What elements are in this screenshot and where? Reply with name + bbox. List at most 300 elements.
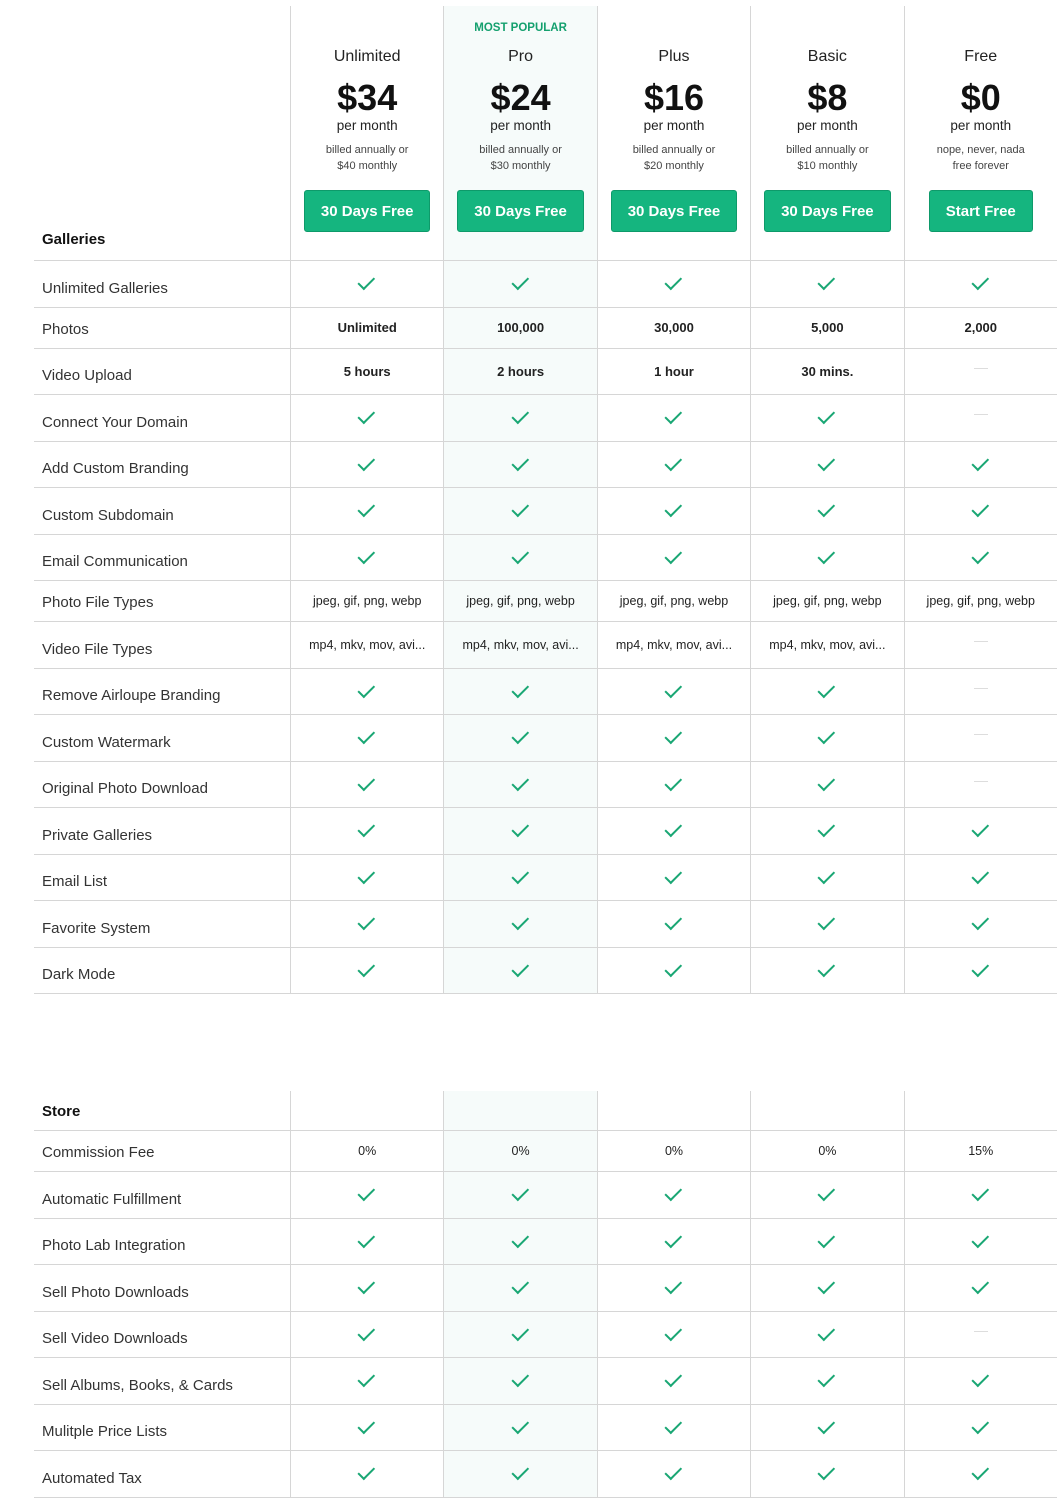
check-icon bbox=[971, 866, 989, 884]
plan-period: per month bbox=[643, 118, 705, 133]
feature-label: Commission Fee bbox=[42, 1144, 155, 1161]
feature-label: Sell Albums, Books, & Cards bbox=[42, 1376, 233, 1394]
check-icon bbox=[664, 273, 682, 291]
feature-value bbox=[443, 808, 596, 854]
feature-value bbox=[750, 1312, 903, 1358]
feature-row bbox=[34, 349, 1057, 396]
feature-value bbox=[904, 308, 1057, 348]
feature-value bbox=[750, 535, 903, 581]
start-trial-button[interactable]: 30 Days Free bbox=[611, 190, 738, 232]
feature-label: Video Upload bbox=[42, 367, 132, 384]
feature-value bbox=[750, 1131, 903, 1171]
plan-plus bbox=[597, 6, 750, 260]
feature-value bbox=[597, 901, 750, 947]
feature-value bbox=[750, 622, 903, 668]
feature-row bbox=[34, 622, 1057, 669]
feature-value bbox=[750, 808, 903, 854]
feature-value bbox=[904, 1131, 1057, 1171]
feature-label: Remove Airloupe Branding bbox=[42, 687, 221, 704]
feature-label: Add Custom Branding bbox=[42, 460, 189, 477]
value-text: Unlimited bbox=[337, 320, 397, 335]
feature-row bbox=[34, 535, 1057, 582]
billing-line: $40 monthly bbox=[337, 160, 398, 172]
billing-line: $20 monthly bbox=[644, 160, 704, 172]
feature-value bbox=[904, 808, 1057, 854]
feature-value bbox=[290, 1358, 443, 1404]
feature-label: Original Photo Download bbox=[42, 780, 208, 797]
feature-row bbox=[34, 1405, 1057, 1452]
plans-header bbox=[34, 6, 1057, 261]
feature-value bbox=[597, 1451, 750, 1497]
check-icon bbox=[818, 1370, 836, 1388]
value-text: jpeg, gif, png, webp bbox=[926, 594, 1035, 608]
plan-unlimited bbox=[290, 6, 443, 260]
feature-value bbox=[904, 1219, 1057, 1265]
feature-value bbox=[443, 1358, 596, 1404]
feature-value bbox=[290, 1312, 443, 1358]
plan-free bbox=[904, 6, 1057, 260]
feature-value bbox=[750, 901, 903, 947]
check-icon bbox=[358, 500, 376, 518]
check-icon bbox=[511, 1230, 529, 1248]
start-trial-button[interactable]: Start Free bbox=[929, 190, 1033, 232]
check-icon bbox=[818, 680, 836, 698]
feature-value bbox=[443, 1265, 596, 1311]
check-icon bbox=[358, 453, 376, 471]
plan-billing bbox=[466, 142, 576, 174]
plan-billing bbox=[772, 142, 882, 174]
plan-billing bbox=[619, 142, 729, 174]
check-icon bbox=[511, 773, 529, 791]
plan-name: Pro bbox=[508, 48, 534, 65]
billing-line: billed annually or bbox=[786, 144, 869, 156]
check-icon bbox=[664, 1370, 682, 1388]
feature-value bbox=[904, 395, 1057, 441]
feature-value bbox=[443, 308, 596, 348]
check-icon bbox=[971, 820, 989, 838]
feature-value bbox=[290, 1265, 443, 1311]
check-icon bbox=[818, 1184, 836, 1202]
value-text: 5 hours bbox=[343, 363, 391, 379]
header-cell bbox=[904, 1091, 1057, 1130]
feature-value bbox=[750, 1219, 903, 1265]
dash-icon bbox=[974, 688, 988, 689]
feature-value bbox=[443, 442, 596, 488]
check-icon bbox=[664, 913, 682, 931]
feature-value bbox=[597, 808, 750, 854]
feature-label: Photo Lab Integration bbox=[42, 1237, 186, 1254]
feature-value bbox=[290, 1219, 443, 1265]
feature-value bbox=[597, 669, 750, 715]
header-cell bbox=[597, 1091, 750, 1130]
feature-label: Mulitple Price Lists bbox=[42, 1423, 168, 1440]
feature-value bbox=[904, 261, 1057, 307]
feature-value bbox=[597, 622, 750, 668]
check-icon bbox=[511, 1184, 529, 1202]
feature-row bbox=[34, 1312, 1057, 1359]
feature-label: Video File Types bbox=[42, 640, 153, 658]
plan-name: Unlimited bbox=[333, 48, 401, 65]
feature-label: Sell Video Downloads bbox=[42, 1330, 188, 1347]
feature-value bbox=[290, 948, 443, 994]
billing-line: free forever bbox=[952, 160, 1009, 172]
dash-icon bbox=[974, 1331, 988, 1332]
check-icon bbox=[358, 1323, 376, 1341]
most-popular-badge: MOST POPULAR bbox=[474, 22, 567, 34]
billing-line: nope, never, nada bbox=[936, 144, 1025, 156]
feature-label: Email Communication bbox=[42, 553, 188, 570]
check-icon bbox=[358, 680, 376, 698]
check-icon bbox=[358, 546, 376, 564]
feature-value bbox=[290, 395, 443, 441]
check-icon bbox=[818, 1323, 836, 1341]
feature-row bbox=[34, 395, 1057, 442]
check-icon bbox=[664, 1416, 682, 1434]
feature-value bbox=[904, 442, 1057, 488]
check-icon bbox=[358, 1230, 376, 1248]
feature-row bbox=[34, 1131, 1057, 1172]
feature-value bbox=[597, 948, 750, 994]
feature-value bbox=[750, 669, 903, 715]
check-icon bbox=[971, 959, 989, 977]
value-text: jpeg, gif, png, webp bbox=[619, 594, 729, 608]
check-icon bbox=[358, 1416, 376, 1434]
check-icon bbox=[971, 546, 989, 564]
billing-line: billed annually or bbox=[632, 144, 716, 156]
feature-value bbox=[750, 855, 903, 901]
header-cell bbox=[750, 1091, 903, 1130]
feature-value bbox=[290, 535, 443, 581]
plan-period: per month bbox=[490, 118, 551, 133]
check-icon bbox=[664, 1323, 682, 1341]
feature-value bbox=[290, 1405, 443, 1451]
check-icon bbox=[971, 913, 989, 931]
feature-value bbox=[904, 581, 1057, 621]
check-icon bbox=[818, 407, 836, 425]
feature-value bbox=[290, 261, 443, 307]
feature-value bbox=[904, 535, 1057, 581]
dash-icon bbox=[974, 368, 988, 369]
feature-value bbox=[597, 535, 750, 581]
feature-value bbox=[750, 308, 903, 348]
value-text: 30,000 bbox=[654, 320, 694, 335]
feature-label: Private Galleries bbox=[42, 826, 153, 844]
feature-value bbox=[443, 622, 596, 668]
check-icon bbox=[358, 913, 376, 931]
feature-value bbox=[290, 1172, 443, 1218]
check-icon bbox=[971, 500, 989, 518]
feature-value bbox=[597, 1405, 750, 1451]
plan-period: per month bbox=[950, 118, 1012, 133]
feature-value bbox=[904, 948, 1057, 994]
feature-value bbox=[290, 855, 443, 901]
feature-value bbox=[290, 349, 443, 395]
feature-label: Photo File Types bbox=[42, 594, 154, 611]
feature-value bbox=[443, 855, 596, 901]
feature-value bbox=[750, 349, 903, 395]
feature-label: Email List bbox=[42, 873, 108, 890]
check-icon bbox=[971, 1370, 989, 1388]
feature-value bbox=[290, 669, 443, 715]
feature-value bbox=[443, 1312, 596, 1358]
check-icon bbox=[971, 1416, 989, 1434]
feature-value bbox=[443, 395, 596, 441]
check-icon bbox=[358, 820, 376, 838]
feature-value bbox=[750, 1451, 903, 1497]
check-icon bbox=[664, 546, 682, 564]
feature-value bbox=[290, 1131, 443, 1171]
plan-price: $8 bbox=[807, 77, 848, 118]
value-text: 0% bbox=[358, 1144, 377, 1158]
plan-price: $16 bbox=[643, 77, 705, 118]
feature-value bbox=[597, 1172, 750, 1218]
feature-value bbox=[290, 715, 443, 761]
feature-label: Automated Tax bbox=[42, 1469, 142, 1487]
feature-value bbox=[597, 1312, 750, 1358]
check-icon bbox=[971, 1463, 989, 1481]
feature-row bbox=[34, 808, 1057, 855]
value-text: mp4, mkv, mov, avi... bbox=[615, 637, 733, 652]
header-cell bbox=[443, 1091, 596, 1130]
check-icon bbox=[818, 1277, 836, 1295]
check-icon bbox=[664, 959, 682, 977]
feature-label: Dark Mode bbox=[42, 966, 116, 983]
feature-value bbox=[904, 855, 1057, 901]
value-text: 0% bbox=[511, 1144, 530, 1158]
value-text: 1 hour bbox=[654, 363, 694, 379]
feature-label: Sell Photo Downloads bbox=[42, 1283, 189, 1301]
feature-row bbox=[34, 901, 1057, 948]
plan-name: Basic bbox=[807, 48, 847, 65]
feature-value bbox=[290, 308, 443, 348]
feature-value bbox=[443, 261, 596, 307]
value-text: 2,000 bbox=[964, 320, 998, 335]
feature-value bbox=[597, 442, 750, 488]
check-icon bbox=[358, 773, 376, 791]
check-icon bbox=[818, 727, 836, 745]
value-text: 5,000 bbox=[811, 320, 844, 335]
feature-value bbox=[290, 762, 443, 808]
check-icon bbox=[818, 959, 836, 977]
galleries-table bbox=[34, 6, 1057, 994]
feature-value bbox=[904, 1405, 1057, 1451]
check-icon bbox=[971, 1230, 989, 1248]
feature-value bbox=[750, 948, 903, 994]
check-icon bbox=[818, 913, 836, 931]
feature-value bbox=[904, 715, 1057, 761]
plan-price: $34 bbox=[337, 77, 398, 118]
feature-value bbox=[904, 762, 1057, 808]
feature-value bbox=[597, 349, 750, 395]
plan-basic bbox=[750, 6, 903, 260]
check-icon bbox=[971, 1184, 989, 1202]
plan-pro bbox=[443, 6, 596, 260]
check-icon bbox=[358, 1277, 376, 1295]
feature-value bbox=[443, 1405, 596, 1451]
check-icon bbox=[358, 727, 376, 745]
feature-value bbox=[597, 308, 750, 348]
feature-label: Photos bbox=[42, 320, 89, 338]
plan-name: Plus bbox=[658, 48, 690, 65]
store-table bbox=[34, 1091, 1057, 1498]
start-trial-button[interactable]: 30 Days Free bbox=[304, 190, 431, 232]
check-icon bbox=[511, 407, 529, 425]
check-icon bbox=[358, 407, 376, 425]
feature-row bbox=[34, 1219, 1057, 1266]
feature-value bbox=[904, 1312, 1057, 1358]
feature-value bbox=[597, 855, 750, 901]
billing-line: billed annually or bbox=[325, 144, 409, 156]
value-text: mp4, mkv, mov, avi... bbox=[309, 637, 426, 652]
check-icon bbox=[511, 273, 529, 291]
feature-value bbox=[904, 901, 1057, 947]
feature-row bbox=[34, 1172, 1057, 1219]
value-text: mp4, mkv, mov, avi... bbox=[462, 637, 579, 652]
check-icon bbox=[511, 546, 529, 564]
check-icon bbox=[511, 820, 529, 838]
check-icon bbox=[818, 500, 836, 518]
feature-value bbox=[597, 395, 750, 441]
check-icon bbox=[358, 273, 376, 291]
feature-value bbox=[750, 762, 903, 808]
feature-value bbox=[443, 581, 596, 621]
feature-value bbox=[750, 1172, 903, 1218]
billing-line: $30 monthly bbox=[490, 160, 551, 172]
plan-name: Free bbox=[964, 48, 998, 65]
check-icon bbox=[358, 1184, 376, 1202]
feature-value bbox=[750, 488, 903, 534]
feature-row bbox=[34, 762, 1057, 809]
start-trial-button[interactable]: 30 Days Free bbox=[764, 190, 891, 232]
feature-value bbox=[904, 1172, 1057, 1218]
feature-value bbox=[290, 1451, 443, 1497]
check-icon bbox=[511, 1323, 529, 1341]
value-text: jpeg, gif, png, webp bbox=[773, 594, 882, 608]
section-title: Store bbox=[42, 1103, 81, 1120]
feature-value bbox=[290, 622, 443, 668]
plan-period: per month bbox=[796, 118, 858, 133]
feature-value bbox=[597, 1131, 750, 1171]
feature-value bbox=[443, 715, 596, 761]
header-cell bbox=[290, 1091, 443, 1130]
check-icon bbox=[818, 866, 836, 884]
check-icon bbox=[664, 820, 682, 838]
check-icon bbox=[511, 866, 529, 884]
feature-row bbox=[34, 1451, 1057, 1498]
start-trial-button[interactable]: 30 Days Free bbox=[457, 190, 584, 232]
feature-value bbox=[290, 442, 443, 488]
check-icon bbox=[358, 1370, 376, 1388]
check-icon bbox=[664, 500, 682, 518]
plan-period: per month bbox=[336, 118, 398, 133]
feature-label: Custom Subdomain bbox=[42, 506, 174, 524]
feature-row bbox=[34, 855, 1057, 902]
check-icon bbox=[971, 453, 989, 471]
dash-icon bbox=[974, 414, 988, 415]
feature-value bbox=[750, 581, 903, 621]
check-icon bbox=[818, 1230, 836, 1248]
feature-value bbox=[750, 1405, 903, 1451]
feature-value bbox=[597, 1358, 750, 1404]
check-icon bbox=[511, 453, 529, 471]
value-text: 2 hours bbox=[497, 363, 545, 379]
feature-row bbox=[34, 581, 1057, 622]
check-icon bbox=[664, 866, 682, 884]
feature-label: Automatic Fulfillment bbox=[42, 1190, 182, 1208]
feature-label: Favorite System bbox=[42, 919, 151, 937]
value-text: 15% bbox=[968, 1144, 994, 1158]
feature-row bbox=[34, 1265, 1057, 1312]
check-icon bbox=[818, 273, 836, 291]
check-icon bbox=[358, 866, 376, 884]
dash-icon bbox=[974, 734, 988, 735]
check-icon bbox=[358, 959, 376, 977]
check-icon bbox=[511, 1277, 529, 1295]
store-header bbox=[34, 1091, 1057, 1131]
feature-row bbox=[34, 715, 1057, 762]
feature-value bbox=[443, 535, 596, 581]
feature-row bbox=[34, 488, 1057, 535]
feature-value bbox=[290, 581, 443, 621]
check-icon bbox=[971, 1277, 989, 1295]
section-title: Galleries bbox=[42, 231, 106, 248]
check-icon bbox=[971, 273, 989, 291]
feature-value bbox=[904, 349, 1057, 395]
feature-value bbox=[904, 669, 1057, 715]
check-icon bbox=[818, 1416, 836, 1434]
check-icon bbox=[511, 680, 529, 698]
feature-value bbox=[443, 488, 596, 534]
feature-value bbox=[443, 1172, 596, 1218]
check-icon bbox=[511, 1463, 529, 1481]
feature-row bbox=[34, 442, 1057, 489]
value-text: mp4, mkv, mov, avi... bbox=[769, 637, 886, 652]
feature-row bbox=[34, 261, 1057, 308]
check-icon bbox=[511, 913, 529, 931]
value-text: jpeg, gif, png, webp bbox=[312, 594, 422, 608]
check-icon bbox=[818, 773, 836, 791]
feature-value bbox=[904, 622, 1057, 668]
feature-row bbox=[34, 1358, 1057, 1405]
check-icon bbox=[664, 680, 682, 698]
plan-billing bbox=[312, 142, 422, 174]
check-icon bbox=[818, 453, 836, 471]
feature-value bbox=[443, 1451, 596, 1497]
feature-label: Connect Your Domain bbox=[42, 413, 188, 431]
feature-row bbox=[34, 669, 1057, 716]
feature-value bbox=[750, 715, 903, 761]
check-icon bbox=[664, 1230, 682, 1248]
check-icon bbox=[818, 1463, 836, 1481]
check-icon bbox=[664, 1277, 682, 1295]
check-icon bbox=[664, 1463, 682, 1481]
feature-value bbox=[597, 581, 750, 621]
billing-line: $10 monthly bbox=[797, 160, 858, 172]
feature-value bbox=[904, 1451, 1057, 1497]
check-icon bbox=[511, 1370, 529, 1388]
check-icon bbox=[664, 773, 682, 791]
value-text: 0% bbox=[664, 1144, 684, 1158]
value-text: 30 mins. bbox=[801, 363, 854, 379]
feature-value bbox=[904, 1358, 1057, 1404]
feature-value bbox=[290, 488, 443, 534]
check-icon bbox=[511, 500, 529, 518]
feature-value bbox=[750, 1358, 903, 1404]
feature-value bbox=[597, 1265, 750, 1311]
feature-value bbox=[750, 395, 903, 441]
value-text: 100,000 bbox=[497, 320, 545, 335]
check-icon bbox=[818, 546, 836, 564]
